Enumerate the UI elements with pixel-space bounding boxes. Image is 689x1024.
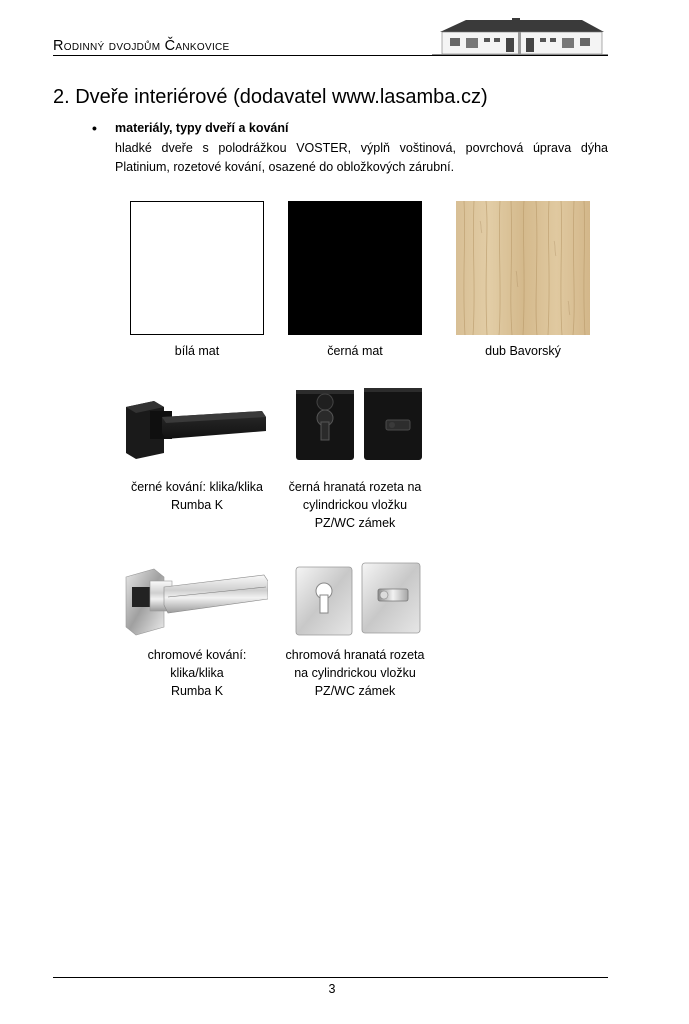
swatch-black-matte (288, 201, 422, 335)
document-header-title: Rodinný dvojdům Čankovice (53, 38, 230, 54)
swatch-label-white: bílá mat (174, 344, 220, 358)
chrome-handle-caption-line1: chromové kování: (147, 648, 247, 662)
black-handle-caption-line2: Rumba K (170, 498, 224, 512)
black-rosette-caption-line2: cylindrickou vložku (302, 498, 408, 512)
section-heading: 2. Dveře interiérové (dodavatel www.lasamba.cz) (53, 86, 488, 108)
bullet-point: • (92, 120, 97, 136)
black-lever-handle-image (122, 383, 268, 463)
black-rosette-caption-line1: černá hranatá rozeta na (288, 480, 422, 494)
black-handle-caption (118, 478, 276, 514)
header-divider (53, 55, 608, 56)
chrome-handle-caption (118, 646, 276, 700)
swatch-label-oak: dub Bavorský (485, 344, 561, 358)
black-rosette-caption (276, 478, 434, 532)
chrome-rosette-image (294, 557, 422, 639)
page-number: 3 (328, 982, 336, 996)
bullet-title: materiály, typy dveří a kování (115, 121, 289, 135)
chrome-handle-caption-line3: Rumba K (170, 684, 224, 698)
black-handle-caption-line1: černé kování: klika/klika (130, 480, 263, 494)
chrome-rosette-caption-line1: chromová hranatá rozeta (285, 648, 425, 662)
chrome-lever-handle-image (124, 557, 268, 637)
swatch-label-black: černá mat (327, 344, 383, 358)
chrome-rosette-caption (276, 646, 434, 700)
chrome-rosette-caption-line2: na cylindrickou vložku (294, 666, 416, 680)
black-rosette-image (292, 384, 424, 466)
swatch-white-matte (130, 201, 264, 335)
swatch-bavarian-oak (456, 201, 590, 335)
black-rosette-caption-line3: PZ/WC zámek (314, 516, 396, 530)
house-illustration (432, 16, 608, 56)
door-description: hladké dveře s polodrážkou VOSTER, výplň voštinová, povrchová úprava dýha Platinium, rozetové kování, osazené do obložkových zárubní. (115, 141, 608, 174)
chrome-handle-caption-line2: klika/klika (170, 666, 224, 680)
chrome-rosette-caption-line3: PZ/WC zámek (314, 684, 396, 698)
footer-divider (53, 977, 608, 978)
